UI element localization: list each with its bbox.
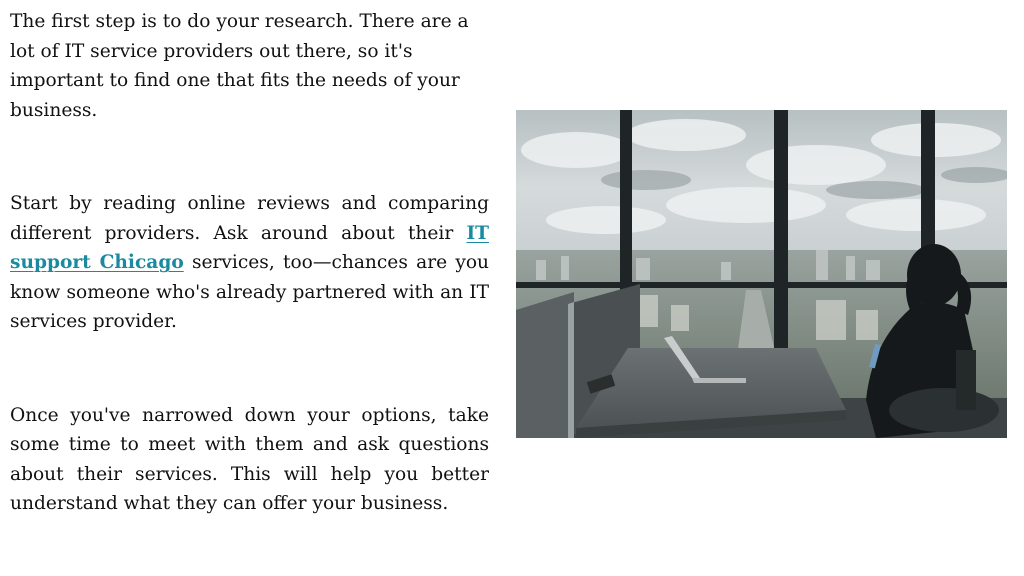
- paragraph-meet-providers: Once you've narrowed down your options, take some time to meet with them and ask questions about their services. This will help you better understand what they can offer your business.: [10, 404, 489, 514]
- office-photo: [516, 110, 1007, 438]
- paragraph-research: The first step is to do your research. There are a lot of IT service providers out there, so it's important to find one that fits the needs of your business.: [10, 11, 469, 121]
- paragraph-reviews-rest: services, too—chances are you know someone who's already partnered with an IT services provider.: [10, 252, 489, 332]
- article-text: [10, 7, 489, 519]
- paragraph-reviews: [10, 189, 489, 337]
- it-support-chicago-link[interactable]: IT support Chicago: [10, 222, 489, 273]
- paragraph-reviews-intro: Start by reading online reviews and comparing different providers. Ask around about their: [10, 193, 489, 244]
